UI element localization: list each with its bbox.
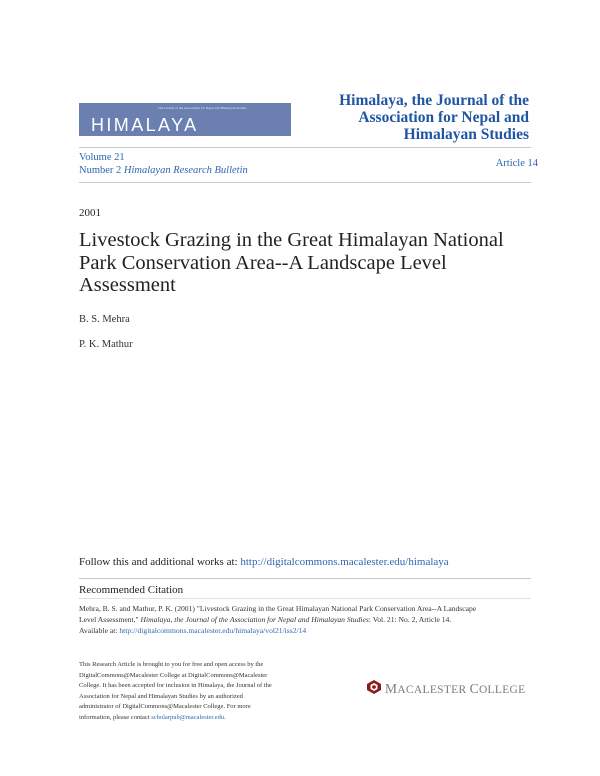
- himalaya-banner: [79, 103, 291, 136]
- citation-line: Mehra, B. S. and Mathur, P. K. (2001) "Livestock Grazing in the Great Himalayan National Park Conservation Area--A Landscape: [79, 604, 477, 613]
- bulletin-name[interactable]: Himalayan Research Bulletin: [123, 165, 248, 176]
- banner-tagline: The Journal of the Association for Nepal and Himalayan Studies: [158, 106, 247, 110]
- wordmark-letter: C: [469, 681, 479, 696]
- access-segment: information, please contact: [79, 713, 152, 721]
- wordmark-text: OLLEGE: [478, 684, 526, 696]
- journal-title-line: Himalayan Studies: [403, 126, 529, 143]
- citation-line: [79, 614, 534, 625]
- access-line: Association for Nepal and Himalayan Studies by an authorized: [79, 692, 243, 700]
- access-line: College. It has been accepted for inclusion in Himalaya, the Journal of the: [79, 682, 272, 690]
- divider: [79, 578, 531, 579]
- access-line: [79, 713, 304, 724]
- wordmark-text: ACALESTER: [397, 684, 470, 696]
- follow-line: [79, 556, 449, 568]
- paper-title-line: Park Conservation Area--A Landscape Level: [79, 251, 447, 274]
- follow-link[interactable]: http://digitalcommons.macalester.edu/himalaya: [240, 556, 449, 568]
- divider: [79, 147, 531, 148]
- access-line: administrator of DigitalCommons@Macalester College. For more: [79, 703, 251, 711]
- number-link[interactable]: Number 2: [79, 165, 122, 176]
- journal-title[interactable]: [279, 92, 529, 143]
- citation-segment: Level Assessment,": [79, 615, 141, 624]
- citation-link[interactable]: http://digitalcommons.macalester.edu/himalaya/vol21/iss2/14: [119, 626, 307, 635]
- access-statement: [79, 660, 304, 724]
- recommended-citation-heading: Recommended Citation: [79, 584, 184, 596]
- paper-title-line: Assessment: [79, 274, 176, 296]
- access-line: This Research Article is brought to you for free and open access by the: [79, 661, 264, 668]
- citation-segment: : Vol. 21: No. 2, Article 14.: [368, 615, 452, 624]
- citation-journal: Himalaya, the Journal of the Association for Nepal and Himalayan Studies: [140, 615, 369, 624]
- banner-wordmark: HIMALAYA: [91, 115, 199, 135]
- follow-text: Follow this and additional works at:: [79, 556, 241, 568]
- macalester-wordmark: [385, 681, 525, 697]
- journal-title-line: Association for Nepal and: [358, 109, 529, 126]
- divider: [79, 182, 531, 183]
- paper-title-line: Livestock Grazing in the Great Himalayan National: [79, 229, 504, 251]
- access-line: DigitalCommons@Macalester College at DigitalCommons@Macalester: [79, 671, 268, 679]
- citation-text: [79, 603, 534, 636]
- author-name: B. S. Mehra: [79, 314, 130, 325]
- paper-title: [79, 229, 539, 297]
- journal-title-line: Himalaya, the Journal of the: [339, 92, 529, 109]
- macalester-shield-icon: [367, 680, 381, 694]
- citation-line: [79, 625, 534, 636]
- citation-segment: Available at:: [79, 626, 120, 635]
- access-segment: .: [224, 713, 226, 721]
- volume-link[interactable]: Volume 21: [79, 152, 125, 163]
- divider: [79, 598, 531, 599]
- author-name: P. K. Mathur: [79, 339, 133, 350]
- issue-number[interactable]: [79, 165, 248, 176]
- wordmark-letter: M: [385, 681, 398, 696]
- publication-year: 2001: [79, 207, 101, 219]
- article-number: Article 14: [495, 158, 538, 169]
- contact-email-link[interactable]: scholarpub@macalester.edu: [151, 713, 225, 721]
